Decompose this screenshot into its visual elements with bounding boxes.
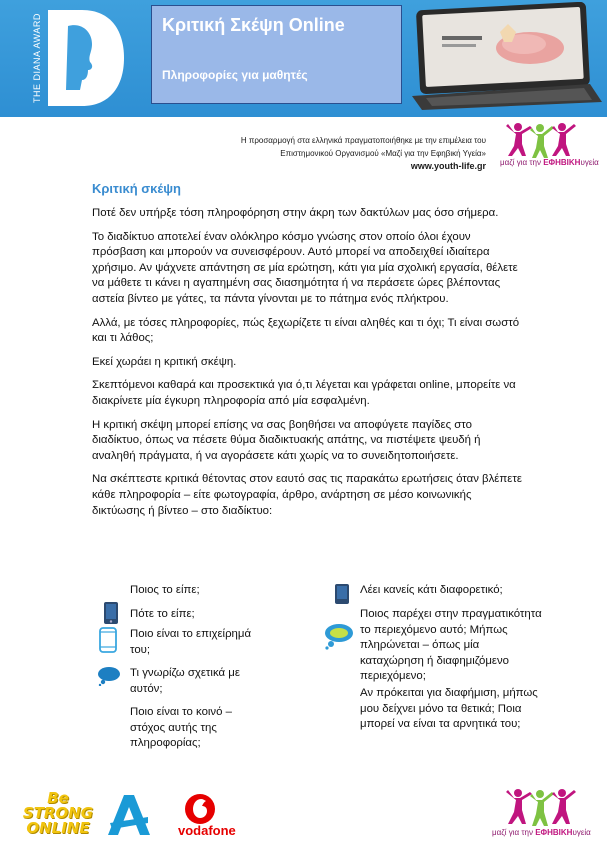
be-strong-online-logo: Be STRONG ONLINE xyxy=(22,789,94,837)
question-item: Τι γνωρίζω σχετικά με αυτόν; xyxy=(130,667,240,695)
vodafone-wordmark: vodafone xyxy=(178,823,236,838)
paragraph: Το διαδίκτυο αποτελεί έναν ολόκληρο κόσμο γνώσης στον οποίο όλοι έχουν πρόσβαση και μπορούν να συνεισφέρουν. Αυτό μπορεί να αποδειχθεί ιδιαίτερα χρήσιμο. Αν ψάχνετε απάντηση σε μία ερώτηση, κάτι για μία σχολική εργασία, θέλετε να μάθετε τι κάνει η αγαπημένη σας διασημότητα ή να περάσετε ώρες βλέποντας αστεία βίντεο με γάτες, τα πάντα γίνονται με το πάτημα ενός πλήκτρου. xyxy=(92,230,518,305)
youth-health-logo-text: μαζί για την ΕΦΗΒΙΚΗυγεία xyxy=(500,158,599,167)
youth-health-figures-icon xyxy=(488,788,598,828)
question-item: Πότε το είπε; xyxy=(130,608,195,620)
youth-health-logo-text: μαζί για την ΕΦΗΒΙΚΗυγεία xyxy=(492,828,591,837)
question-item: Αν πρόκειται για διαφήμιση, μήπως μου δείχνει μόνο τα θετικά; Ποια μπορεί να είναι τα αρνητικά του; xyxy=(360,687,538,731)
section-title: Κριτική σκέψη xyxy=(92,181,182,196)
paragraph: Αλλά, με τόσες πληροφορίες, πώς ξεχωρίζετε τι είναι αληθές και τι όχι; Τι είναι σωστό και τι λάθος; xyxy=(92,316,520,345)
title-box xyxy=(151,5,402,104)
youth-health-figures-icon xyxy=(492,122,602,160)
dark-phone-icon xyxy=(102,601,120,625)
credit-line-1: Η προσαρμογή στα ελληνικά πραγματοποιήθηκε με την επιμέλεια του xyxy=(240,136,486,145)
question-item: Ποιο είναι το επιχείρημά του; xyxy=(130,628,252,656)
paragraph: Ποτέ δεν υπήρξε τόση πληροφόρηση στην άκρη των δακτύλων μας όσο σήμερα. xyxy=(92,207,499,219)
credit-url[interactable]: www.youth-life.gr xyxy=(410,161,486,171)
vodafone-logo-icon xyxy=(184,793,216,825)
tablet-keyboard-image xyxy=(412,2,602,110)
paragraph: Η κριτική σκέψη μπορεί επίσης να σας βοηθήσει να αποφύγετε παγίδες στο διαδίκτυο, όπως να πέσετε θύμα διαδικτυακής απάτης, να πιστέψετε ψευδή ή αναληθή πράγματα, ή να αγοράσετε κάτι χωρίς να το συνειδητοποιήσετε. xyxy=(92,418,481,462)
a-brand-logo xyxy=(106,793,152,839)
header-banner xyxy=(0,0,607,117)
paragraph: Σκεπτόμενοι καθαρά και προσεκτικά για ό,τι λέγεται και γράφεται online, μπορείτε να διακρίνετε μία έγκυρη πληροφορία από μία εσφαλμένη. xyxy=(92,379,516,407)
diana-award-logo xyxy=(38,8,126,108)
question-item: Ποιο είναι το κοινό – στόχος αυτής της πληροφορίας; xyxy=(130,706,232,750)
credit-line-2: Επιστημονικού Οργανισμού «Μαζί για την Εφηβική Υγεία» xyxy=(280,148,486,158)
main-content xyxy=(92,206,522,527)
phone-icon xyxy=(334,583,350,605)
youth-health-logo xyxy=(492,122,602,170)
thought-cloud-icon xyxy=(322,622,356,650)
question-item: Ποιος παρέχει στην πραγματικότητα το περιεχόμενο αυτό; Μήπως πληρώνεται – όπως μία καταχώρηση ή διαφημιζόμενο περιεχόμενο; xyxy=(360,608,542,683)
light-phone-icon xyxy=(98,627,118,653)
question-item: Λέει κανείς κάτι διαφορετικό; xyxy=(360,584,503,596)
paragraph: Εκεί χωράει η κριτική σκέψη. xyxy=(92,355,237,368)
page-subtitle: Πληροφορίες για μαθητές xyxy=(162,68,308,82)
chat-bubble-icon xyxy=(97,666,121,686)
question-item: Ποιος το είπε; xyxy=(130,584,200,596)
youth-health-logo-footer xyxy=(488,788,598,840)
diana-award-vertical-text: THE DIANA AWARD xyxy=(32,13,42,103)
adaptation-credit xyxy=(160,135,486,173)
paragraph: Να σκέπτεστε κριτικά θέτοντας στον εαυτό σας τις παρακάτω ερωτήσεις όταν βλέπετε κάθε πληροφορία – είτε φωτογραφία, άρθρο, ανάρτηση σε μέσο κοινωνικής δικτύωσης ή βίντεο – στο διαδίκτυο: xyxy=(92,473,522,517)
page-title: Κριτική Σκέψη Online xyxy=(162,15,345,35)
